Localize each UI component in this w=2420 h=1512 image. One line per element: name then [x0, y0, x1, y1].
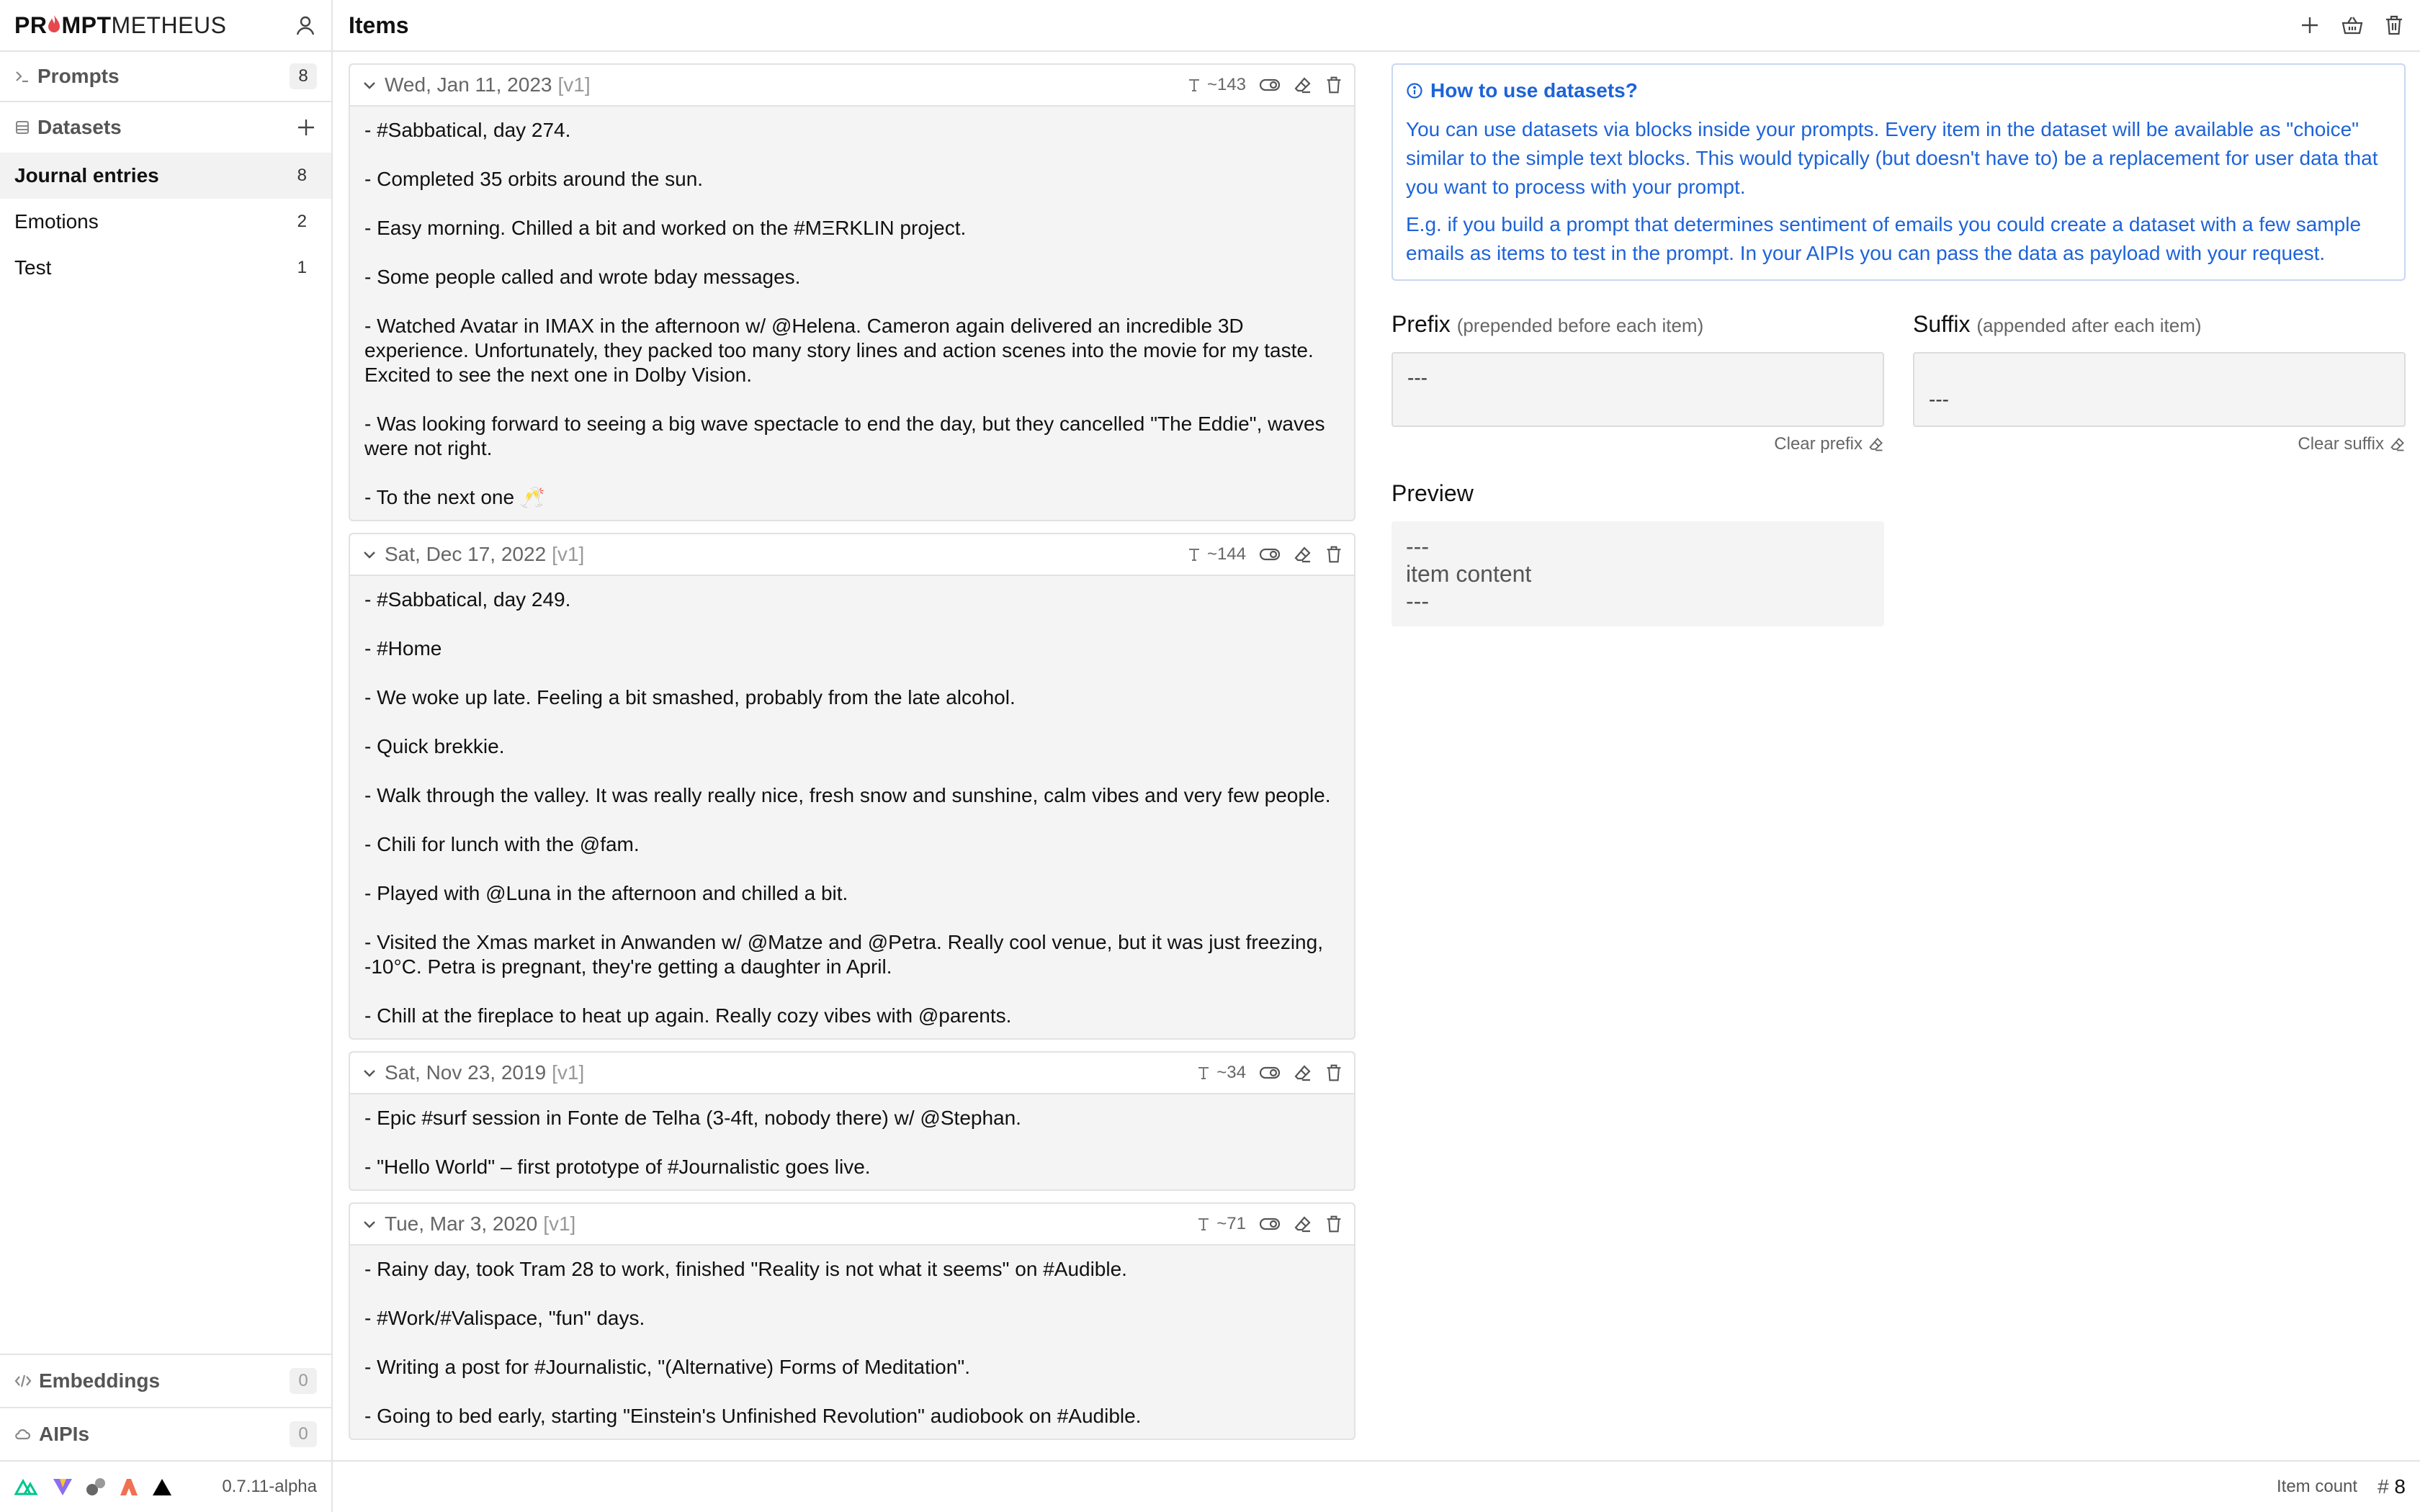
eraser-icon[interactable] — [1294, 1215, 1312, 1233]
page-title: Items — [349, 12, 409, 38]
item-content[interactable]: - #Sabbatical, day 274. - Completed 35 orbits around the sun. - Easy morning. Chilled a bit and worked on the #MΞRKLIN project. - Some people called and wrote bday messages. - Watched Avatar in IMAX in the afternoon w/ @Helena. Cameron again delivered an incredible 3D experience. Unfortunately, they packed too many story lines and action scenes into the movie for my taste. Excited to see the next one in Dolby Vision. - Was looking forward to seeing a big wave spectacle to end the day, but they cancelled "The Eddie", waves were not right. - To the next one 🥂 — [364, 119, 1325, 508]
eraser-icon[interactable] — [1294, 1063, 1312, 1082]
tech-logos — [0, 1462, 333, 1512]
trash-icon[interactable] — [1325, 545, 1343, 564]
logo-row — [0, 0, 331, 52]
item-tools — [1187, 75, 1343, 95]
sidebar-section-aipis[interactable]: AIPIs 0 — [0, 1407, 331, 1460]
dataset-item-card — [349, 63, 1355, 521]
chevron-down-icon[interactable] — [362, 1065, 377, 1081]
prefix-input[interactable]: --- — [1392, 352, 1884, 427]
clear-suffix-button[interactable]: Clear suffix — [1913, 434, 2406, 454]
vercel-logo-icon[interactable] — [151, 1477, 173, 1497]
prefix-suffix-fields — [1392, 311, 2406, 454]
token-count: ~144 — [1187, 544, 1246, 564]
app-logo[interactable]: PR MPT METHEUS — [14, 12, 227, 38]
eraser-icon[interactable] — [1294, 76, 1312, 94]
item-count-status — [2277, 1475, 2420, 1498]
item-count-label: Item count — [2277, 1477, 2358, 1496]
suffix-input[interactable]: --- — [1913, 352, 2406, 427]
prefix-label: Prefix — [1392, 311, 1451, 337]
sidebar-section-embeddings[interactable]: Embeddings 0 — [0, 1354, 331, 1407]
clear-prefix-button[interactable]: Clear prefix — [1392, 434, 1884, 454]
add-item-icon[interactable] — [2299, 14, 2321, 36]
text-icon — [1187, 77, 1201, 93]
text-icon — [1196, 1065, 1211, 1081]
text-icon — [1196, 1216, 1211, 1232]
item-card-header[interactable] — [350, 1204, 1354, 1246]
dataset-item-card — [349, 533, 1355, 1040]
status-bar — [0, 1460, 2420, 1512]
cloud-icon — [14, 1426, 32, 1442]
text-icon — [1187, 546, 1201, 562]
add-dataset-icon[interactable] — [295, 117, 317, 138]
info-box — [1392, 63, 2406, 281]
chevron-down-icon[interactable] — [362, 77, 377, 93]
info-icon — [1406, 82, 1423, 99]
trash-icon[interactable] — [1325, 1063, 1343, 1082]
dataset-item-card — [349, 1051, 1355, 1191]
trash-icon[interactable] — [2384, 14, 2404, 36]
database-icon — [14, 120, 30, 135]
trash-icon[interactable] — [1325, 76, 1343, 94]
item-date: Tue, Mar 3, 2020 — [385, 1212, 538, 1235]
toggle-icon[interactable] — [1259, 546, 1281, 562]
vite-logo-icon[interactable] — [52, 1477, 73, 1497]
suffix-hint: (appended after each item) — [1976, 315, 2202, 336]
item-version: [v1] — [552, 543, 585, 565]
prompts-count-badge: 8 — [290, 63, 317, 89]
dataset-list — [0, 153, 331, 291]
item-card-header[interactable] — [350, 1053, 1354, 1094]
item-count-value: 8 — [2394, 1475, 2406, 1498]
flame-icon — [47, 14, 61, 33]
dataset-item-card — [349, 1202, 1355, 1440]
hash-icon: # — [2378, 1475, 2389, 1498]
toggle-icon[interactable] — [1259, 1065, 1281, 1081]
item-content[interactable]: - Rainy day, took Tram 28 to work, finished "Reality is not what it seems" on #Audible. - #Work/#Valispace, "fun" days. - Writing a post for #Journalistic, "(Alternative) Forms of Meditation". - Going to bed early, starting "Einstein's Unfinished Revolution" audiobook on #Audible. — [364, 1258, 1142, 1427]
nuxt-logo-icon[interactable] — [14, 1477, 40, 1496]
main-header — [333, 0, 2420, 52]
chevron-down-icon[interactable] — [362, 546, 377, 562]
sidebar — [0, 0, 333, 1460]
preview-label: Preview — [1392, 480, 1474, 506]
token-count: ~34 — [1196, 1063, 1246, 1083]
app-version: 0.7.11-alpha — [222, 1477, 317, 1496]
token-count: ~71 — [1196, 1214, 1246, 1234]
sidebar-prompts-label: Prompts — [37, 65, 120, 87]
item-content[interactable]: - Epic #surf session in Fonte de Telha (3-4ft, nobody there) w/ @Stephan. - "Hello World" – first prototype of #Journalistic goes live. — [364, 1107, 1021, 1178]
info-title: How to use datasets? — [1430, 79, 1638, 102]
suffix-label: Suffix — [1913, 311, 1971, 337]
eraser-icon — [2390, 436, 2406, 452]
item-card-header[interactable] — [350, 534, 1354, 576]
item-version: [v1] — [543, 1212, 576, 1235]
info-paragraph: E.g. if you build a prompt that determines sentiment of emails you could create a dataset with a few sample emails as items to test in the prompt. In your AIPIs you can pass the data as payload with your request. — [1406, 213, 2362, 264]
code-icon — [14, 1373, 32, 1389]
sidebar-bottom — [0, 1354, 331, 1460]
dataset-item-emotions[interactable]: Emotions 2 — [14, 210, 307, 233]
terminal-icon — [14, 68, 30, 84]
embeddings-count-badge: 0 — [290, 1368, 317, 1394]
user-icon[interactable] — [294, 14, 317, 37]
basket-icon[interactable] — [2341, 14, 2364, 36]
items-list — [333, 53, 1370, 1460]
dataset-item-journal-entries[interactable]: Journal entries 8 — [0, 153, 331, 199]
preview-box: --- item content --- — [1392, 521, 1884, 626]
dataset-item-test[interactable]: Test 1 — [14, 256, 307, 279]
header-actions — [2299, 14, 2404, 36]
eraser-icon[interactable] — [1294, 545, 1312, 564]
item-date: Wed, Jan 11, 2023 — [385, 73, 552, 96]
info-paragraph: You can use datasets via blocks inside your prompts. Every item in the dataset will be available as "choice" similar to the simple text blocks. This would typically (but doesn't have to) be a replacement for user data that you want to process with your prompt. — [1406, 118, 2378, 198]
rust-logo-icon[interactable] — [118, 1477, 140, 1497]
item-tools — [1187, 544, 1343, 564]
sidebar-section-prompts[interactable] — [0, 52, 331, 102]
tauri-logo-icon[interactable] — [85, 1477, 107, 1497]
item-content[interactable]: - #Sabbatical, day 249. - #Home - We woke up late. Feeling a bit smashed, probably from the late alcohol. - Quick brekkie. - Walk through the valley. It was really really nice, fresh snow and sunshine, calm vibes and very few people. - Chili for lunch with the @fam. - Played with @Luna in the afternoon and chilled a bit. - Visited the Xmas market in Anwanden w/ @Matze and @Petra. Really cool venue, but it was just freezing, -10°C. Petra is pregnant, they're getting a daughter in April. - Chill at the fireplace to heat up again. Really cozy vibes with @parents. — [364, 588, 1331, 1027]
prefix-field-group — [1392, 311, 1884, 454]
item-date: Sat, Dec 17, 2022 — [385, 543, 547, 565]
aipis-count-badge: 0 — [290, 1421, 317, 1447]
item-date: Sat, Nov 23, 2019 — [385, 1061, 547, 1084]
sidebar-datasets-label: Datasets — [37, 116, 122, 138]
item-version: [v1] — [557, 73, 591, 96]
suffix-field-group — [1913, 311, 2406, 454]
trash-icon[interactable] — [1325, 1215, 1343, 1233]
token-count: ~143 — [1187, 75, 1246, 95]
item-tools — [1196, 1214, 1343, 1234]
prefix-hint: (prepended before each item) — [1456, 315, 1704, 336]
toggle-icon[interactable] — [1259, 1216, 1281, 1232]
dataset-settings-panel — [1392, 53, 2406, 1460]
chevron-down-icon[interactable] — [362, 1216, 377, 1232]
item-tools — [1196, 1063, 1343, 1083]
item-card-header[interactable] — [350, 65, 1354, 107]
eraser-icon — [1868, 436, 1884, 452]
toggle-icon[interactable] — [1259, 77, 1281, 93]
item-version: [v1] — [552, 1061, 585, 1084]
sidebar-section-datasets[interactable] — [0, 102, 331, 153]
